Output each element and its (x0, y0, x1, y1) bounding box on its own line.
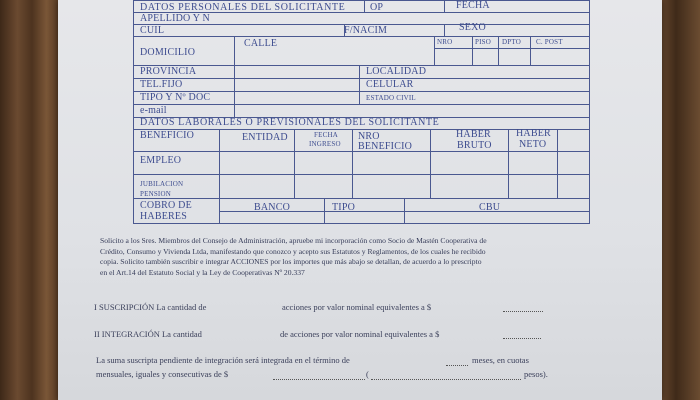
op-label: OP (370, 2, 384, 13)
suscripcion-text: acciones por valor nominal equivalentes a $ (282, 302, 432, 312)
provincia-label: PROVINCIA (140, 66, 197, 77)
nro-beneficio-label-2: BENEFICIO (358, 141, 413, 152)
piso-label: PISO (475, 38, 491, 46)
membership-request-paragraph (100, 236, 620, 278)
personal-data-heading: DATOS PERSONALES DEL SOLICITANTE (140, 2, 346, 13)
fecha-ingreso-label-1: FECHA (314, 131, 338, 139)
monthly-installments-text: mensuales, iguales y consecutivas de $ (96, 369, 229, 379)
months-text: meses, en cuotas (472, 355, 529, 365)
nro-label: NRO (437, 38, 453, 46)
haber-bruto-label-2: BRUTO (457, 140, 492, 151)
jubilacion-label: JUBILACION (140, 180, 184, 188)
cpost-label: C. POST (536, 38, 563, 46)
paragraph-line-2: Crédito, Consumo y Vivienda Ltda, manifestando que conozco y acepto sus Estatutos y Reglamentos, de los cuales he recibido (100, 246, 486, 256)
calle-label: CALLE (244, 38, 278, 49)
apellido-label: APELLIDO Y N (140, 13, 210, 24)
integracion-text: de acciones por valor nominal equivalentes a $ (280, 329, 440, 339)
wood-background-right (660, 0, 700, 400)
celular-label: CELULAR (366, 79, 414, 90)
applicant-data-table (133, 0, 590, 224)
tipodoc-label: TIPO Y Nº DOC (140, 92, 211, 103)
pension-label: PENSION (140, 190, 171, 198)
cbu-label: CBU (479, 202, 501, 213)
installment-amount-field[interactable] (273, 371, 365, 380)
integracion-label: II INTEGRACIÓN La cantidad (94, 329, 202, 339)
haber-neto-label-1: HABER (516, 128, 551, 139)
empleo-label: EMPLEO (140, 155, 182, 166)
cuil-label: CUIL (140, 25, 165, 36)
fecha-ingreso-label-2: INGRESO (309, 140, 341, 148)
cobro-label-2: HABERES (140, 211, 187, 222)
domicilio-label: DOMICILIO (140, 47, 196, 58)
wood-background-left (0, 0, 58, 400)
installment-amount-words-field[interactable] (371, 371, 521, 380)
fecha-label: FECHA (456, 0, 490, 11)
paragraph-line-3: copia. Solicito también suscribir e integrar ACCIONES por los importes que más abajo se detallan, de acuerdo a lo prescripto (100, 257, 482, 267)
haber-neto-label-2: NETO (519, 139, 547, 150)
cobro-label-1: COBRO DE (140, 200, 192, 211)
dpto-label: DPTO (502, 38, 521, 46)
sexo-label: SEXO (459, 22, 486, 33)
beneficio-label: BENEFICIO (140, 130, 195, 141)
tipo-label: TIPO (332, 202, 356, 213)
labor-data-heading: DATOS LABORALES O PREVISIONALES DEL SOLICITANTE (140, 117, 440, 128)
tel-label: TEL.FIJO (140, 79, 183, 90)
entidad-label: ENTIDAD (242, 132, 288, 143)
nro-beneficio-label-1: NRO (358, 131, 380, 142)
fnacim-label: F/NACIM (344, 25, 388, 36)
open-paren: ( (366, 369, 369, 379)
months-field[interactable] (446, 357, 468, 366)
localidad-label: LOCALIDAD (366, 66, 427, 77)
integracion-amount-field[interactable] (503, 330, 541, 339)
banco-label: BANCO (254, 202, 291, 213)
haber-bruto-label-1: HABER (456, 129, 491, 140)
suscripcion-label: I SUSCRIPCIÓN La cantidad de (94, 302, 207, 312)
estado-civil-label: ESTADO CIVIL (366, 94, 416, 102)
pesos-text: pesos). (524, 369, 548, 379)
application-form-sheet (58, 0, 662, 400)
suscripcion-amount-field[interactable] (503, 303, 543, 312)
email-label: e-mail (140, 105, 167, 116)
paragraph-line-1: Solicito a los Sres. Miembros del Consejo de Administración, apruebe mi incorporación como Socio de Mastén Cooperativa de (100, 236, 487, 245)
paragraph-line-4: en el Art.14 del Estatuto Social y la Ley de Cooperativas Nº 20.337 (100, 267, 305, 277)
pending-integration-text: La suma suscripta pendiente de integración será integrada en el término de (96, 355, 350, 365)
